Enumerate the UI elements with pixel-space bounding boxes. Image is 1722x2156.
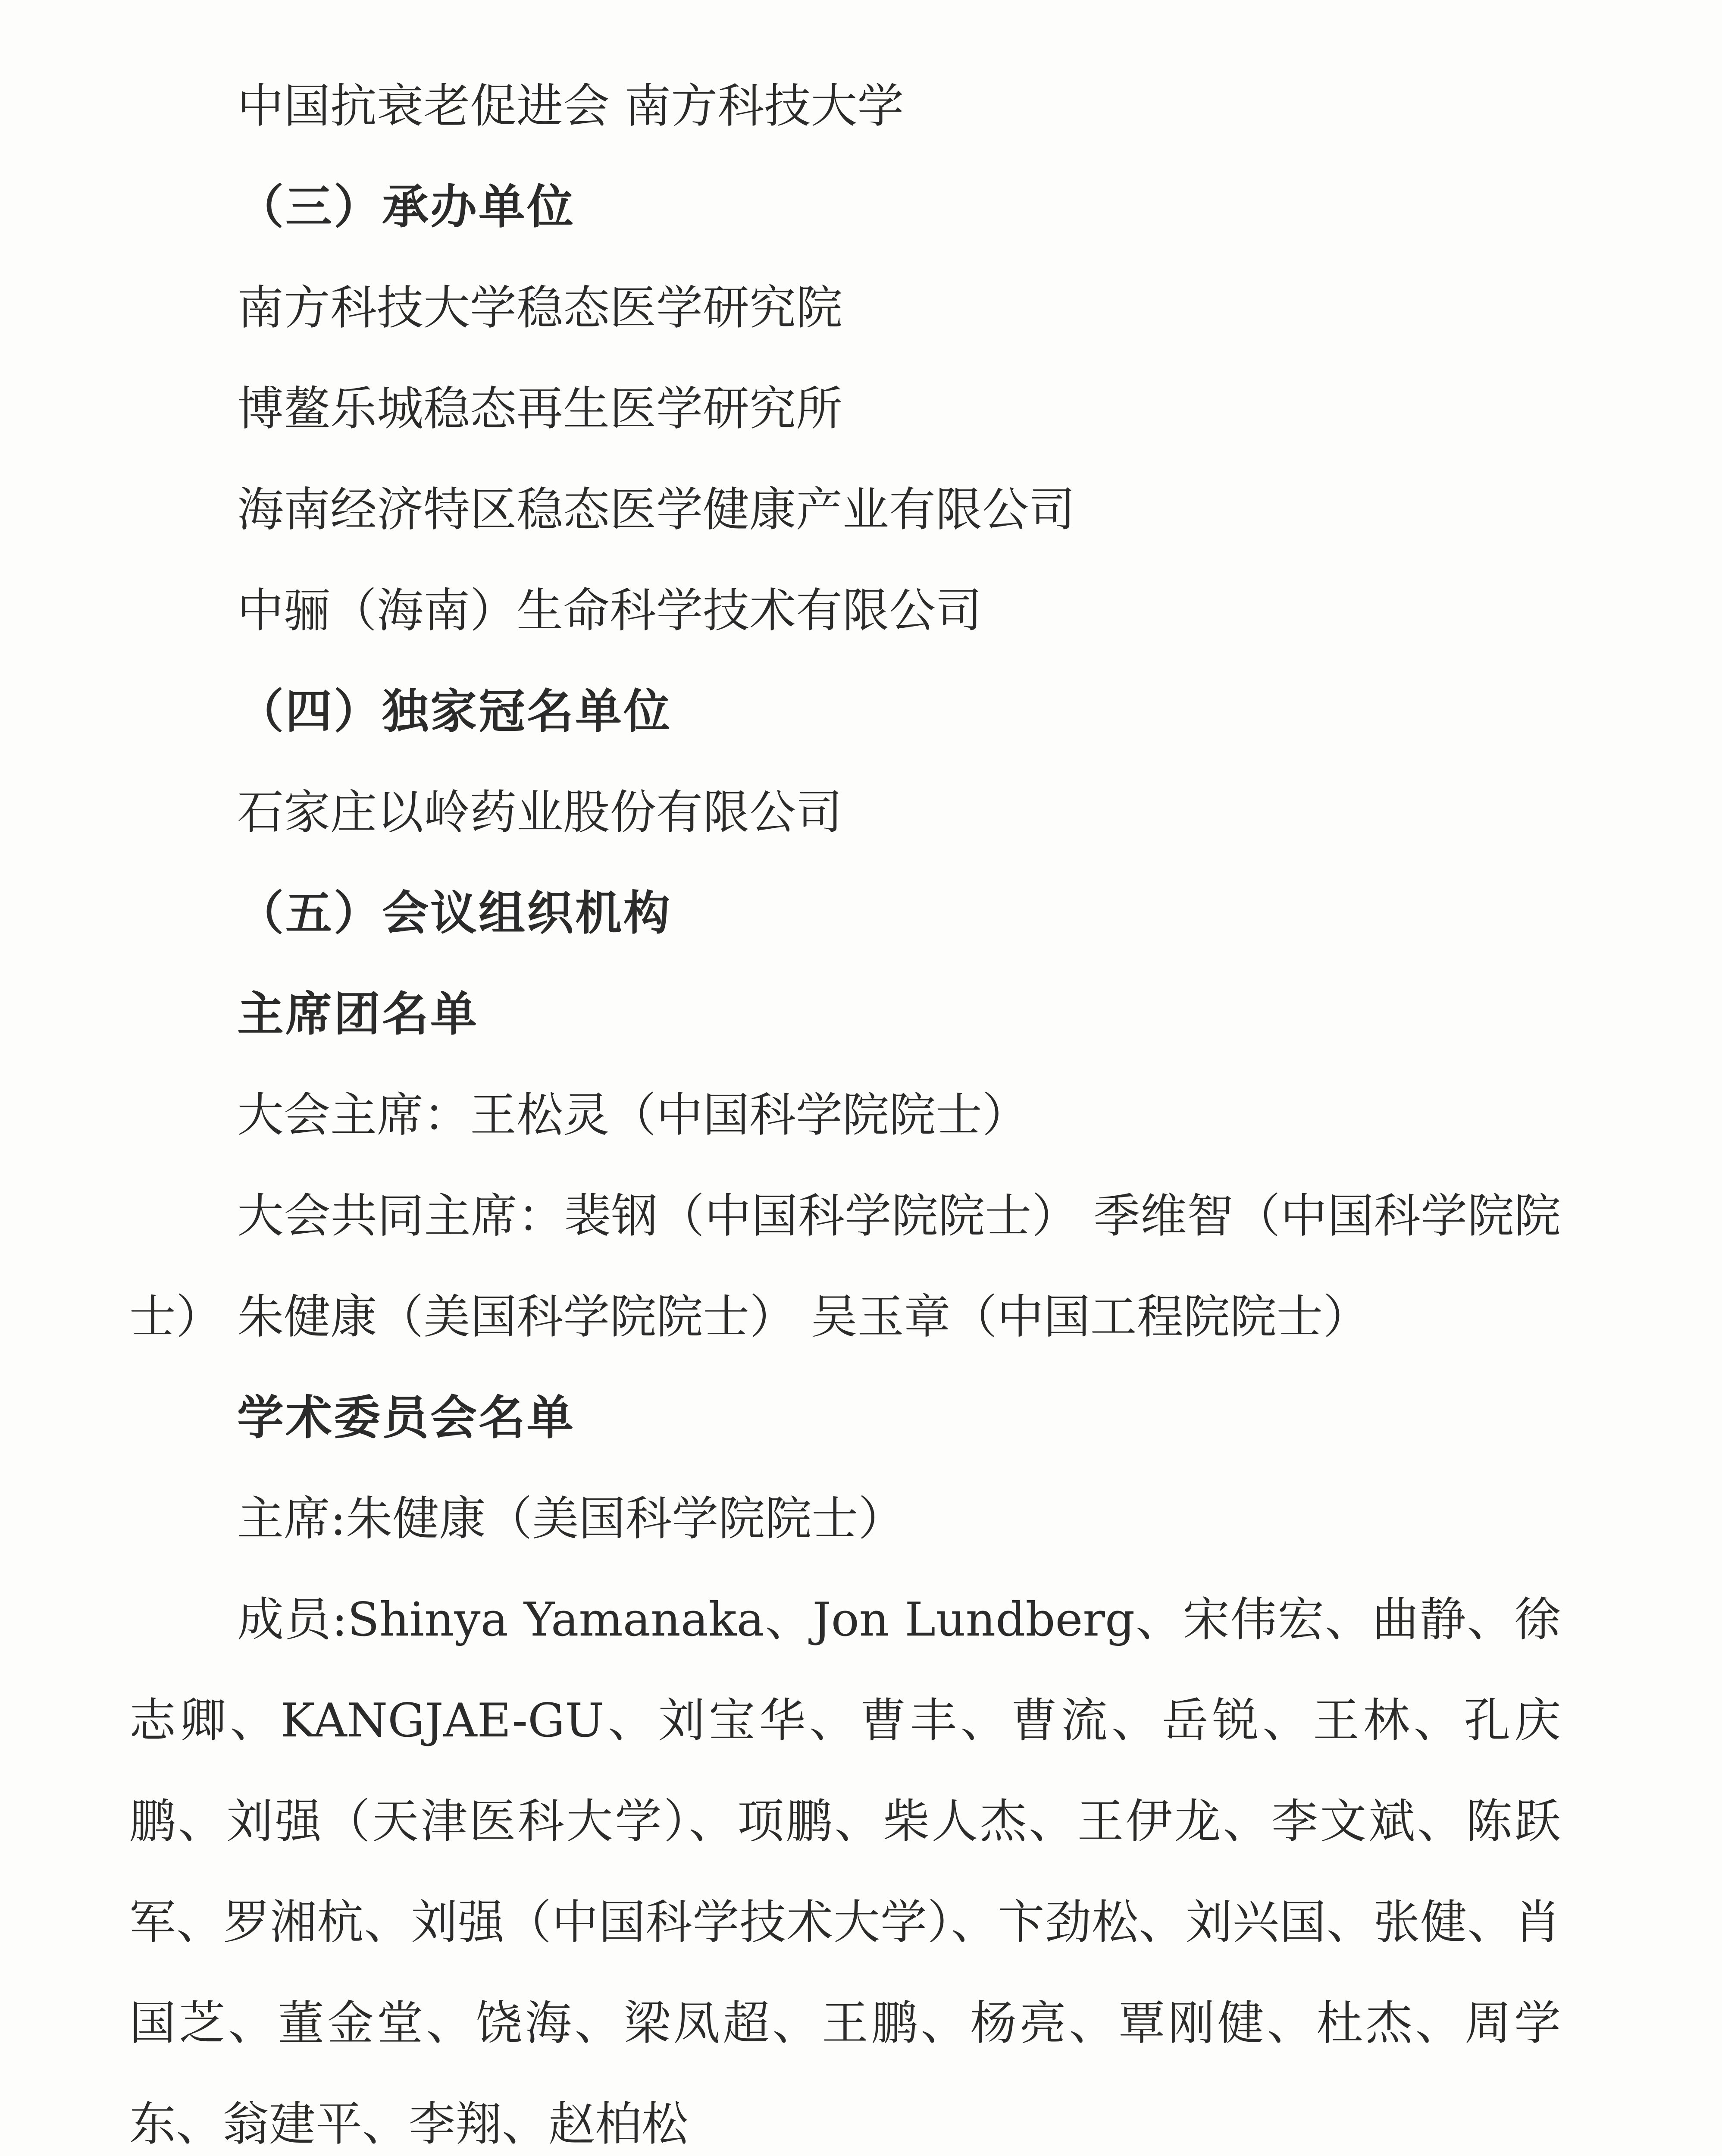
host-item: 中骊（海南）生命科学技术有限公司 xyxy=(237,584,983,638)
academic-committee-members: 成员:Shinya Yamanaka、Jon Lundberg、宋伟宏、曲静、徐志卿、KANGJAE-GU、刘宝华、曹丰、曹流、岳锐、王林、孔庆鹏、刘强（天津医科大学）、项鹏、柴人杰、王伊龙、李文斌、陈跃军、罗湘杭、刘强（中国科学技术大学）、卞劲松、刘兴国、张健、肖国芝、董金堂、饶海、梁凤超、王鹏、杨亮、覃刚健、杜杰、周学东、翁建平、李翔、赵柏松 xyxy=(129,1593,1561,2151)
section-heading-title-sponsor: （四）独家冠名单位 xyxy=(237,685,672,739)
document-body xyxy=(129,56,1561,2156)
section-heading-organization: （五）会议组织机构 xyxy=(237,887,672,940)
academic-committee-chair: 主席:朱健康（美国科学院院士） xyxy=(237,1492,905,1546)
host-item: 南方科技大学稳态医学研究院 xyxy=(237,281,843,335)
sponsor-item: 石家庄以岭药业股份有限公司 xyxy=(237,786,843,840)
academic-committee-heading: 学术委员会名单 xyxy=(237,1391,576,1445)
conference-chair: 大会主席：王松灵（中国科学院院士） xyxy=(237,1088,1029,1142)
presidium-heading: 主席团名单 xyxy=(237,987,479,1041)
host-item: 博鳌乐城稳态再生医学研究所 xyxy=(237,382,843,436)
section-heading-hosts: （三）承办单位 xyxy=(237,180,576,234)
conference-co-chairs: 大会共同主席：裴钢（中国科学院院士） 季维智（中国科学院院士） 朱健康（美国科学院院士） 吴玉章（中国工程院院士） xyxy=(129,1189,1561,1344)
host-item: 海南经济特区稳态医学健康产业有限公司 xyxy=(237,483,1076,537)
organizers-line: 中国抗衰老促进会 南方科技大学 xyxy=(237,79,904,133)
